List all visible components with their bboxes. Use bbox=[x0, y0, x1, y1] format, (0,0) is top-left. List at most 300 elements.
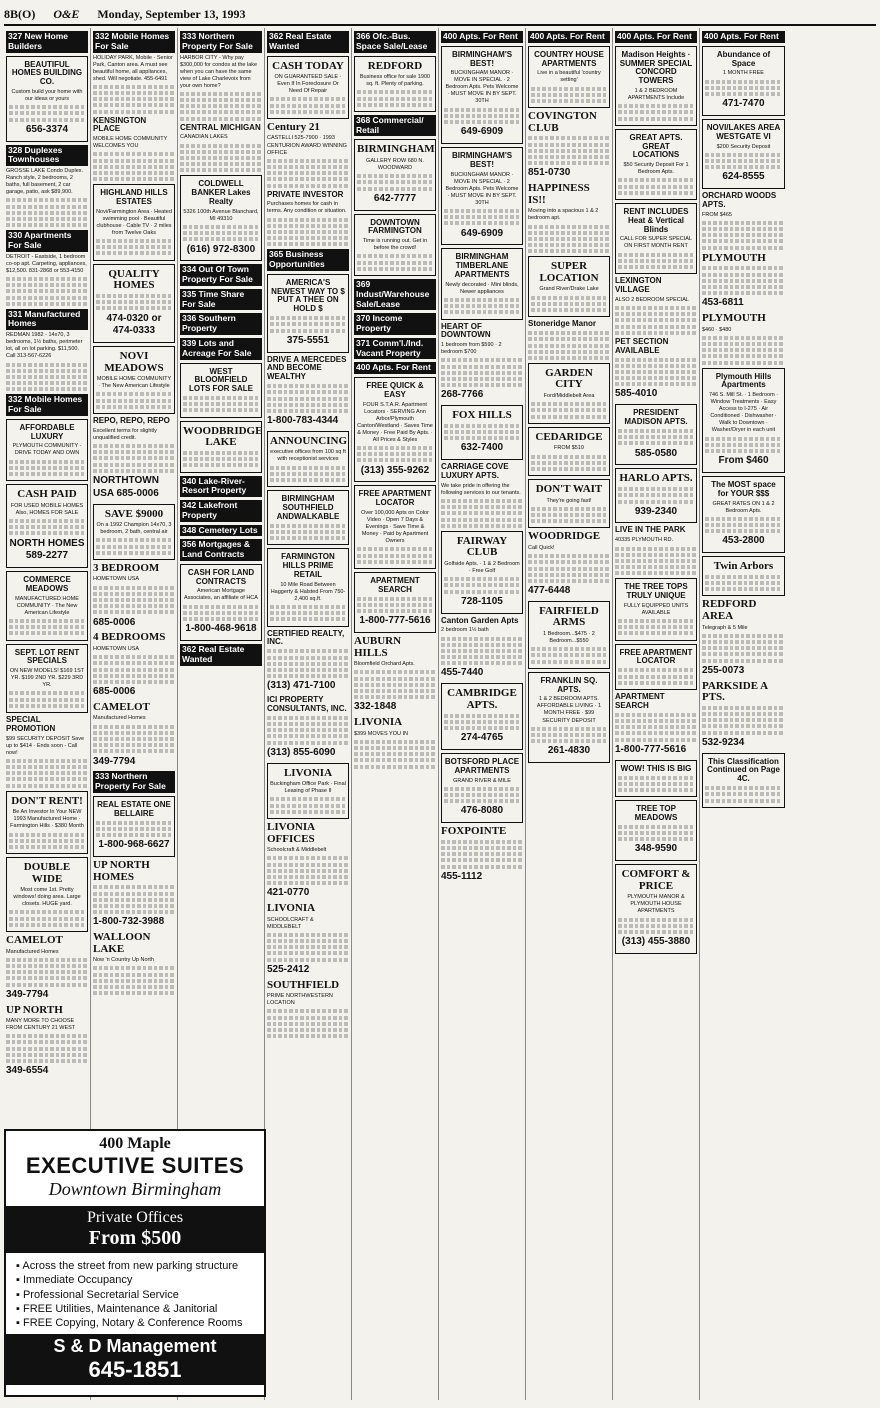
ad-body: BUCKINGHAM MANOR · MOVE IN SPECIAL · 2 Bedroom Apts. Pets Welcome · MUST MOVE IN BY SEPT. 30TH bbox=[445, 171, 519, 206]
ad-title: QUALITY HOMES bbox=[108, 267, 160, 292]
fine-print bbox=[267, 649, 349, 678]
ad-title: Abundance of Space bbox=[716, 49, 771, 68]
classified-ad bbox=[267, 980, 349, 1039]
ad-title: WEST BLOOMFIELD LOTS FOR SALE bbox=[189, 366, 253, 394]
classified-ad bbox=[93, 932, 175, 995]
ad-body: MANUFACTURED HOME COMMUNITY · The New American Lifestyle bbox=[15, 595, 79, 616]
ad-title: BEAUTIFUL HOMES BUILDING CO. bbox=[11, 59, 83, 87]
fine-print bbox=[615, 358, 697, 387]
classified-ad bbox=[93, 796, 175, 857]
ad-title: FARMINGTON HILLS PRIME RETAIL bbox=[281, 552, 335, 579]
classified-ad bbox=[354, 377, 436, 482]
ad-body: We take pride in offering the following services to our tenants. bbox=[441, 482, 521, 496]
fine-print bbox=[270, 524, 346, 540]
ad-body: American Mortgage Associates, an affiliate of HCA bbox=[184, 588, 258, 602]
section-header: 332 Mobile Homes For Sale bbox=[6, 394, 88, 416]
ad-title: RENT INCLUDES Heat & Vertical Blinds bbox=[623, 206, 689, 234]
ad-body: HOLIDAY PARK, Mobile - Senior Park, Canton area. A must see beautiful home, all appliances, shed. Will negotiate. 455-6491 bbox=[93, 54, 173, 82]
classified-ad bbox=[615, 644, 697, 690]
ad-title: COLDWELL BANKER Lakes Realty bbox=[191, 179, 251, 206]
ad-phone: 455-7440 bbox=[441, 667, 484, 679]
classified-ad bbox=[441, 405, 523, 460]
classified-ad bbox=[267, 548, 349, 626]
ad-title: FREE APARTMENT LOCATOR bbox=[619, 647, 693, 666]
ad-title: COMFORT & PRICE bbox=[621, 868, 691, 892]
ad-title: SAVE $9000 bbox=[104, 507, 164, 520]
ad-body: Live in a beautiful 'country setting' bbox=[537, 70, 601, 84]
ad-title: SPECIAL PROMOTION bbox=[6, 715, 56, 733]
ad-body: HOMETOWN USA bbox=[93, 576, 140, 583]
classified-ad bbox=[93, 55, 175, 114]
section-header: 330 Apartments For Sale bbox=[6, 230, 88, 252]
ad-phone: NORTHTOWN USA 685-0006 bbox=[93, 474, 159, 499]
classified-ad bbox=[267, 431, 349, 487]
fine-print bbox=[702, 336, 785, 365]
section-header: 362 Real Estate Wanted bbox=[180, 644, 262, 666]
ad-title: CAMELOT bbox=[93, 700, 150, 713]
ad-title: HEART OF DOWNTOWN bbox=[441, 321, 491, 340]
classified-ad bbox=[180, 55, 262, 121]
section-header: 348 Cemetery Lots bbox=[180, 525, 262, 537]
fine-print bbox=[93, 444, 175, 473]
ad-body: $460 · $480 bbox=[702, 326, 732, 333]
section-header: 400 Apts. For Rent bbox=[615, 31, 697, 43]
ad-phone: 585-0580 bbox=[634, 447, 678, 459]
ad-body: SCHOOLCRAFT & MIDDLEBELT bbox=[267, 916, 314, 930]
classified-ad bbox=[93, 632, 175, 699]
fine-print bbox=[528, 136, 610, 165]
classified-ad bbox=[615, 468, 697, 523]
classified-ad bbox=[441, 617, 523, 681]
fine-print bbox=[528, 554, 610, 583]
classified-ad bbox=[267, 630, 349, 694]
section-header: 327 New Home Builders bbox=[6, 31, 88, 53]
fine-print bbox=[9, 519, 85, 535]
ad-title: ANNOUNCING bbox=[270, 434, 347, 447]
ad-title: HARLO APTS. bbox=[619, 472, 693, 485]
fine-print bbox=[93, 885, 175, 914]
ad-title: PLYMOUTH bbox=[702, 251, 766, 264]
ad-phone: 332-1848 bbox=[354, 701, 397, 713]
ad-body: FULLY EQUIPPED UNITS AVAILABLE bbox=[623, 602, 689, 616]
fine-print bbox=[9, 619, 85, 635]
ad-phone: 268-7766 bbox=[441, 389, 484, 401]
ad-phone: 455-1112 bbox=[441, 870, 483, 882]
section-header: 371 Comm'l./Ind. Vacant Property bbox=[354, 338, 436, 360]
ad-body: Golfside Apts. · 1 & 2 Bedroom · Free Golf bbox=[444, 560, 520, 574]
classified-ad bbox=[267, 356, 349, 428]
fine-print bbox=[705, 153, 782, 169]
fine-print bbox=[618, 619, 694, 635]
ad-title: SEPT. LOT RENT SPECIALS bbox=[14, 647, 80, 666]
ad-title: PARKSIDE A PTS. bbox=[702, 679, 768, 704]
fine-print bbox=[96, 294, 172, 310]
fine-print bbox=[702, 706, 785, 735]
fine-print bbox=[357, 90, 433, 106]
fine-print bbox=[615, 547, 697, 576]
fine-print bbox=[531, 402, 607, 418]
ad-body: $399 MOVES YOU IN bbox=[354, 730, 409, 737]
ad-body: HOMETOWN USA bbox=[93, 645, 140, 652]
ad-phone: 421-0770 bbox=[267, 887, 310, 899]
fine-print bbox=[618, 104, 694, 120]
section-header: 400 Apts. For Rent bbox=[441, 31, 523, 43]
ad-phone: (313) 471-7100 bbox=[267, 680, 336, 692]
ad-body: Schoolcraft & Middlebelt bbox=[267, 847, 327, 854]
classified-ad bbox=[354, 214, 436, 276]
ad-title: REDFORD AREA bbox=[702, 598, 757, 623]
fine-print bbox=[267, 716, 349, 745]
ad-title: BIRMINGHAM SOUTHFIELD ANDWALKABLE bbox=[276, 494, 340, 521]
classified-ad bbox=[267, 490, 349, 545]
classified-ad bbox=[528, 256, 610, 317]
classified-ad bbox=[93, 184, 175, 260]
fine-print bbox=[96, 392, 172, 408]
ad-body: ALSO 2 BEDROOM SPECIAL bbox=[615, 296, 689, 303]
column-5 bbox=[352, 28, 439, 1400]
ad-body: DETROIT - Eastside, 1 bedroom co-op apt. Carpeting, appliances, $12,500. 831-2868 or 553-4150 bbox=[6, 253, 87, 274]
ad-body: GREAT RATES ON 1 & 2 Bedroom Apts. bbox=[712, 500, 775, 514]
ad-phone: 685-0006 bbox=[93, 686, 136, 698]
ad-title: BOTSFORD PLACE APARTMENTS bbox=[444, 756, 520, 775]
ad-body: 1 MONTH FREE bbox=[723, 70, 764, 77]
classified-ad bbox=[615, 864, 697, 954]
ad-title: FAIRFIELD ARMS bbox=[539, 604, 599, 629]
fine-print bbox=[9, 910, 85, 926]
ad-title: GARDEN CITY bbox=[545, 366, 593, 391]
fine-print bbox=[528, 331, 610, 360]
ad-title: 3 BEDROOM bbox=[93, 561, 160, 574]
ad-body: Manufactured Homes bbox=[6, 948, 59, 955]
fine-print bbox=[528, 225, 610, 254]
ad-body: $50 Security Deposit For 1 Bedroom Apts. bbox=[623, 162, 689, 176]
ad-phone: 939-2340 bbox=[634, 505, 678, 517]
classified-ad bbox=[267, 274, 349, 353]
ad-body: Novi/Farmington Area · Heated swimming pool · Beautiful clubhouse · Cable TV · 2 miles from Twelve Oaks bbox=[96, 208, 172, 236]
ad-body: ON NEW MODELS! $169 1ST YR. $199 2ND YR. $229 3RD YR. bbox=[9, 668, 85, 689]
ad-phone: 348-9590 bbox=[634, 843, 678, 855]
classified-ad bbox=[180, 175, 262, 261]
ad-body: 1 & 2 BEDROOM APTS. AFFORDABLE LIVING · 1 MONTH FREE · $99 SECURITY DEPOSIT bbox=[536, 696, 602, 724]
classified-ad bbox=[354, 572, 436, 633]
exec-ad-footer bbox=[6, 1334, 264, 1385]
fine-print bbox=[183, 396, 259, 412]
classified-ad bbox=[6, 419, 88, 481]
ad-body: They're going fast! bbox=[546, 497, 592, 504]
classified-ad bbox=[441, 147, 523, 245]
ad-title: LIVONIA bbox=[267, 902, 316, 915]
exec-ad-bullet: ▪ Immediate Occupancy bbox=[16, 1273, 254, 1287]
ad-body: Manufactured Homes bbox=[93, 715, 146, 722]
ad-title: GREAT APTS. GREAT LOCATIONS bbox=[629, 132, 683, 160]
fine-print bbox=[6, 958, 88, 987]
ad-title: This Classification Continued on Page 4C. bbox=[707, 756, 780, 784]
fine-print bbox=[9, 833, 85, 849]
column-9 bbox=[700, 28, 787, 1400]
executive-suites-ad bbox=[4, 1129, 266, 1397]
ad-phone: 728-1105 bbox=[461, 595, 503, 607]
fine-print bbox=[267, 1009, 349, 1038]
fine-print bbox=[444, 209, 520, 225]
exec-ad-line1: 400 Maple bbox=[99, 1135, 171, 1152]
ad-title: DOWNTOWN FARMINGTON bbox=[368, 217, 422, 236]
ad-body: FROM $510 bbox=[554, 445, 584, 452]
classified-ad bbox=[6, 254, 88, 306]
classified-ad bbox=[441, 753, 523, 823]
section-header: 339 Lots and Acreage For Sale bbox=[180, 338, 262, 360]
fine-print bbox=[618, 668, 694, 684]
classified-ad bbox=[93, 417, 175, 501]
ad-title: NOVI MEADOWS bbox=[104, 350, 164, 374]
ad-title: KENSINGTON PLACE bbox=[93, 115, 147, 134]
fine-print bbox=[705, 575, 782, 591]
ad-body: Call Quick! bbox=[528, 544, 555, 551]
section-header: 356 Mortgages & Land Contracts bbox=[180, 539, 262, 561]
ad-body: executive offices from 100 sq ft with receptionist services bbox=[270, 449, 346, 463]
ad-title: WOODRIDGE bbox=[528, 530, 601, 543]
exec-ad-title: EXECUTIVE SUITES bbox=[25, 1153, 245, 1178]
ad-body: CASTELLI 525-7900 · 1993 CENTURION AWARD WINNING OFFICE bbox=[267, 135, 347, 156]
paper-name: O&E bbox=[53, 6, 80, 21]
fine-print bbox=[96, 821, 172, 837]
classified-ad bbox=[6, 644, 88, 713]
fine-print bbox=[441, 637, 523, 666]
fine-print bbox=[93, 725, 175, 754]
classified-ad bbox=[702, 192, 785, 250]
classified-ad bbox=[354, 139, 436, 210]
ad-title: PLYMOUTH bbox=[702, 312, 766, 325]
fine-print bbox=[267, 856, 349, 885]
ad-title: LIVONIA bbox=[283, 766, 333, 779]
classified-ad bbox=[528, 427, 610, 476]
classified-ad bbox=[267, 191, 349, 247]
classified-ad bbox=[180, 564, 262, 641]
classified-ad bbox=[93, 346, 175, 414]
ad-title: DON'T WAIT bbox=[535, 483, 603, 496]
classified-ad bbox=[702, 556, 785, 596]
issue-date: Monday, September 13, 1993 bbox=[97, 6, 246, 21]
ad-phone: 649-6909 bbox=[460, 126, 504, 138]
ad-title: FAIRWAY CLUB bbox=[456, 534, 508, 559]
ad-title: THE TREE TOPS TRULY UNIQUE bbox=[624, 582, 688, 601]
fine-print bbox=[444, 787, 520, 803]
fine-print bbox=[270, 466, 346, 482]
classified-ad bbox=[528, 672, 610, 763]
ad-title: LIVONIA bbox=[354, 716, 403, 729]
classified-ad bbox=[702, 119, 785, 189]
ad-body: Moving into a spacious 1 & 2 bedroom apt. bbox=[528, 208, 599, 222]
ad-title: REAL ESTATE ONE BELLAIRE bbox=[97, 799, 171, 818]
ad-title: COVINGTON CLUB bbox=[528, 110, 597, 134]
ad-body: BUCKINGHAM MANOR · MOVE IN SPECIAL · 2 Bedroom Apts. Pets Welcome · MUST MOVE IN BY SEPT. 30TH bbox=[445, 70, 519, 105]
ad-phone: (313) 455-3880 bbox=[621, 936, 691, 948]
fine-print bbox=[618, 776, 694, 792]
ad-body: On a 1992 Champion 14x70, 3 bedroom, 2 bath, central air bbox=[96, 522, 172, 536]
ad-body: GALLERY ROW 680 N. WOODWARD bbox=[366, 157, 424, 171]
fine-print bbox=[441, 840, 523, 869]
ad-phone: 1-800-777-5616 bbox=[359, 615, 431, 627]
ad-body: PLYMOUTH COMMUNITY - DRIVE TODAY AND OWN bbox=[12, 443, 82, 457]
ad-title: HIGHLAND HILLS ESTATES bbox=[100, 188, 168, 206]
fine-print bbox=[270, 797, 346, 813]
classified-ad bbox=[528, 183, 610, 253]
classified-ad bbox=[615, 526, 697, 575]
ad-phone: 656-3374 bbox=[25, 123, 69, 135]
classified-ad bbox=[6, 1005, 88, 1079]
section-header: 365 Business Opportunities bbox=[267, 249, 349, 271]
ad-title: Century 21 bbox=[267, 120, 320, 133]
fine-print bbox=[267, 933, 349, 962]
ad-title: Canton Garden Apts bbox=[441, 615, 519, 625]
fine-print bbox=[444, 108, 520, 124]
ad-body: MOBILE HOME COMMUNITY WELCOMES YOU bbox=[93, 136, 168, 150]
section-header: 362 Real Estate Wanted bbox=[267, 31, 349, 53]
ad-body: Bloomfield Orchard Apts. bbox=[354, 661, 415, 668]
ad-phone: 349-6554 bbox=[6, 1065, 49, 1077]
classified-ad bbox=[615, 203, 697, 274]
classified-ad bbox=[6, 791, 88, 854]
classified-ad bbox=[702, 681, 785, 750]
ad-title: WALLOON LAKE bbox=[93, 931, 151, 955]
ad-body: PRIME NORTHWESTERN LOCATION bbox=[267, 993, 333, 1007]
ad-title: FRANKLIN SQ. APTS. bbox=[540, 675, 598, 694]
ad-title: REDFORD bbox=[367, 59, 423, 72]
classified-ad bbox=[702, 313, 785, 365]
classified-ad bbox=[528, 479, 610, 528]
ad-phone: 474-0320 or 474-0333 bbox=[106, 312, 162, 337]
ad-phone: 1-800-783-4344 bbox=[267, 415, 339, 427]
fine-print bbox=[531, 507, 607, 523]
ad-phone: 632-7400 bbox=[460, 442, 504, 454]
classified-ad bbox=[702, 368, 785, 473]
section-header: 334 Out Of Town Property For Sale bbox=[180, 264, 262, 286]
ad-body: FOUR S.T.A.R. Apartment Locators · SERVING Ann Arbor/Plymouth Canton/Westland · Saves Time & Money · Free Paid By Apts. · All Prices & Styles bbox=[357, 401, 433, 443]
classified-ad bbox=[6, 857, 88, 932]
ad-body: FOR USED MOBILE HOMES Also, HOMES FOR SALE bbox=[10, 502, 84, 516]
ad-title: LEXINGTON VILLAGE bbox=[615, 276, 662, 294]
ad-body: Over 100,000 Apts on Color Video · Open 7 Days & Evenings · Save Time & Money · Paid by Apartment Owners bbox=[361, 510, 429, 545]
ad-title: CEDARIDGE bbox=[535, 430, 603, 443]
ad-body: 40335 PLYMOUTH RD. bbox=[615, 537, 673, 544]
ad-body: Newly decorated · Mini blinds, Newer appliances bbox=[445, 281, 519, 295]
ad-title: CERTIFIED REALTY, INC. bbox=[267, 628, 345, 647]
section-header: 333 Northern Property For Sale bbox=[93, 771, 175, 793]
classified-ad bbox=[441, 248, 523, 319]
ad-title: FOX HILLS bbox=[452, 409, 512, 422]
ad-body: 10 Mile Road Between Haggerty & Halsted From 750-2,400 sq.ft. bbox=[270, 581, 346, 602]
fine-print bbox=[9, 105, 85, 121]
classified-ad bbox=[267, 696, 349, 760]
classified-ad bbox=[6, 168, 88, 227]
ad-body: CALL FOR SUPER SPECIAL ON FIRST MONTH RENT bbox=[620, 236, 692, 250]
ad-title: PRIVATE INVESTOR bbox=[267, 189, 344, 199]
ad-title: CASH TODAY bbox=[272, 59, 344, 72]
ad-title: COUNTRY HOUSE APARTMENTS bbox=[534, 49, 604, 68]
fine-print bbox=[618, 178, 694, 194]
ad-body: 746 S. Mill St. · 1 Bedroom · Window Treatments · Easy Access to I-275 · Air Conditioned · Dishwasher · Walk to Downtown · Washer/Dryer in each unit bbox=[708, 392, 779, 434]
fine-print bbox=[702, 634, 785, 663]
classified-ad bbox=[354, 636, 436, 714]
fine-print bbox=[96, 239, 172, 255]
fine-print bbox=[6, 759, 88, 788]
fine-print bbox=[93, 152, 175, 181]
fine-print bbox=[183, 605, 259, 621]
ad-body: 5326 100th Avenue Blanchard, MI 49310 bbox=[183, 208, 259, 222]
ad-title: The MOST space for YOUR $$$ bbox=[711, 479, 776, 498]
classified-ad bbox=[6, 571, 88, 640]
fine-print bbox=[618, 253, 694, 269]
exec-ad-bullet: ▪ Professional Secretarial Service bbox=[16, 1288, 254, 1302]
classified-ad bbox=[441, 323, 523, 403]
exec-ad-band bbox=[6, 1206, 264, 1253]
fine-print bbox=[9, 691, 85, 707]
classified-ad bbox=[615, 760, 697, 798]
ad-phone: 375-5551 bbox=[286, 334, 330, 346]
section-header: 342 Lakefront Property bbox=[180, 500, 262, 522]
ad-body: 1 bedroom from $590 · 2 bedroom $700 bbox=[441, 342, 502, 356]
fine-print bbox=[702, 221, 785, 250]
ad-body: Excellent terms for slightly unqualified credit. bbox=[93, 427, 157, 441]
fine-print bbox=[705, 517, 782, 533]
classified-ad bbox=[528, 46, 610, 108]
fine-print bbox=[615, 713, 697, 742]
ad-title: CENTRAL MICHIGAN bbox=[180, 122, 261, 132]
fine-print bbox=[354, 670, 436, 699]
ad-phone: 525-2412 bbox=[267, 963, 310, 975]
fine-print bbox=[441, 358, 523, 387]
fine-print bbox=[9, 460, 85, 476]
ad-title: UP NORTH HOMES bbox=[93, 859, 150, 883]
ad-phone: 477-6448 bbox=[528, 585, 571, 597]
ad-phone: 642-7777 bbox=[373, 192, 417, 204]
fine-print bbox=[6, 198, 88, 227]
fine-print bbox=[180, 92, 262, 121]
section-header: 368 Commercial/ Retail bbox=[354, 115, 436, 137]
classified-ad bbox=[702, 253, 785, 310]
fine-print bbox=[183, 225, 259, 241]
fine-print bbox=[531, 296, 607, 312]
ad-title: AUBURN HILLS bbox=[354, 635, 402, 659]
ad-title: UP NORTH bbox=[6, 1003, 63, 1016]
classified-ad bbox=[615, 277, 697, 335]
page-number: 8B(O) bbox=[4, 6, 36, 21]
ad-body: GROSSE LAKE Condo Duplex. Ranch style, 2 bedrooms, 2 baths, full basement, 2 car garage, patio, ask $89,900. bbox=[6, 168, 84, 196]
section-header: 328 Duplexes Townhouses bbox=[6, 145, 88, 167]
ad-body: ON GUARANTEED SALE · Even If In Foreclosure Or Need Of Repair bbox=[274, 74, 342, 95]
classified-ad bbox=[180, 421, 262, 473]
classified-ad bbox=[528, 111, 610, 180]
ad-title: HAPPINESS IS!! bbox=[528, 182, 590, 206]
ad-phone: 349-7794 bbox=[6, 988, 49, 1000]
ad-phone: 476-8080 bbox=[460, 805, 504, 817]
ad-title: CAMELOT bbox=[6, 934, 63, 946]
fine-print bbox=[618, 487, 694, 503]
fine-print bbox=[444, 714, 520, 730]
exec-ad-bullet: ▪ Across the street from new parking structure bbox=[16, 1259, 254, 1273]
ad-body: REDMAN 1982 - 14x70, 3 bedrooms, 1½ baths, perimeter lot, all on lot parking. $11,500. Call 313-567-6226 bbox=[6, 332, 83, 360]
ad-body: Business office for sale 1900 sq. ft. Plenty of parking. bbox=[359, 74, 431, 88]
ad-body: $99 SECURITY DEPOSIT Save up to $414 · Ends soon - Call now! bbox=[6, 735, 85, 756]
section-header: 366 Ofc.-Bus. Space Sale/Lease bbox=[354, 31, 436, 53]
classified-ad bbox=[354, 717, 436, 769]
ad-body: MOBILE HOME COMMUNITY · The New American Lifestyle bbox=[96, 376, 172, 390]
exec-ad-company: S & D Management bbox=[53, 1336, 217, 1357]
ad-body: PLYMOUTH MANOR & PLYMOUTH HOUSE APARTMENTS bbox=[627, 894, 685, 915]
ad-title: Stoneridge Manor bbox=[528, 319, 597, 329]
fine-print bbox=[270, 605, 346, 621]
fine-print bbox=[531, 647, 607, 663]
ad-title: PET SECTION AVAILABLE bbox=[615, 336, 669, 355]
